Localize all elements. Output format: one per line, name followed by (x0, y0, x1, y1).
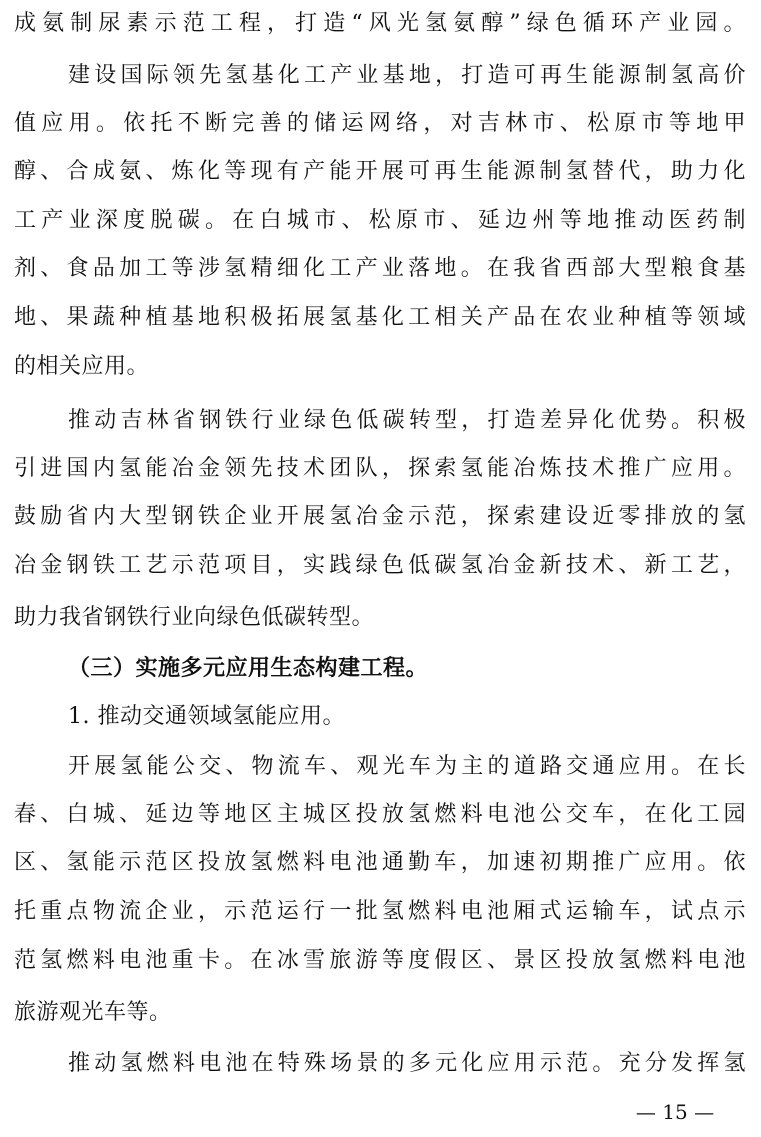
paragraph-line: 开展氢能公交、物流车、观光车为主的道路交通应用。在长 (68, 754, 746, 779)
paragraph-line: 范氢燃料电池重卡。在冰雪旅游等度假区、景区投放氢燃料电池 (14, 948, 746, 973)
paragraph-line: 值应用。依托不断完善的储运网络，对吉林市、松原市等地甲 (14, 111, 746, 136)
paragraph-line: 地、果蔬种植基地积极拓展氢基化工相关产品在农业种植等领域 (14, 305, 746, 330)
paragraph-line: 成氨制尿素示范工程，打造“风光氢氨醇”绿色循环产业园。 (14, 11, 746, 36)
paragraph-line: 助力我省钢铁行业向绿色低碳转型。 (14, 605, 375, 630)
section-heading: （三）实施多元应用生态构建工程。 (68, 655, 429, 681)
paragraph-line: 推动氢燃料电池在特殊场景的多元化应用示范。充分发挥氢 (68, 1051, 746, 1076)
paragraph-line: 引进国内氢能冶金领先技术团队，探索氢能冶炼技术推广应用。 (14, 456, 746, 481)
paragraph-line: 的相关应用。 (14, 354, 150, 379)
paragraph-line: 工产业深度脱碳。在白城市、松原市、延边州等地推动医药制 (14, 208, 746, 233)
paragraph-line: 建设国际领先氢基化工产业基地，打造可再生能源制氢高价 (68, 63, 746, 88)
paragraph-line: 推动吉林省钢铁行业绿色低碳转型，打造差异化优势。积极 (68, 408, 746, 433)
paragraph-line: 冶金钢铁工艺示范项目，实践绿色低碳氢冶金新技术、新工艺， (14, 553, 746, 578)
paragraph-line: 区、氢能示范区投放氢燃料电池通勤车，加速初期推广应用。依 (14, 850, 746, 875)
paragraph-line: 托重点物流企业，示范运行一批氢燃料电池厢式运输车，试点示 (14, 899, 746, 924)
paragraph-line: 旅游观光车等。 (14, 1000, 172, 1025)
subsection-heading: 1. 推动交通领域氢能应用。 (68, 704, 345, 729)
paragraph-line: 鼓励省内大型钢铁企业开展氢冶金示范，探索建设近零排放的氢 (14, 504, 746, 529)
paragraph-line: 剂、食品加工等涉氢精细化工产业落地。在我省西部大型粮食基 (14, 256, 746, 281)
paragraph-line: 醇、合成氨、炼化等现有产能开展可再生能源制氢替代，助力化 (14, 159, 746, 184)
paragraph-line: 春、白城、延边等地区主城区投放氢燃料电池公交车，在化工园 (14, 802, 746, 827)
page-number: — 15 — (635, 1100, 715, 1124)
